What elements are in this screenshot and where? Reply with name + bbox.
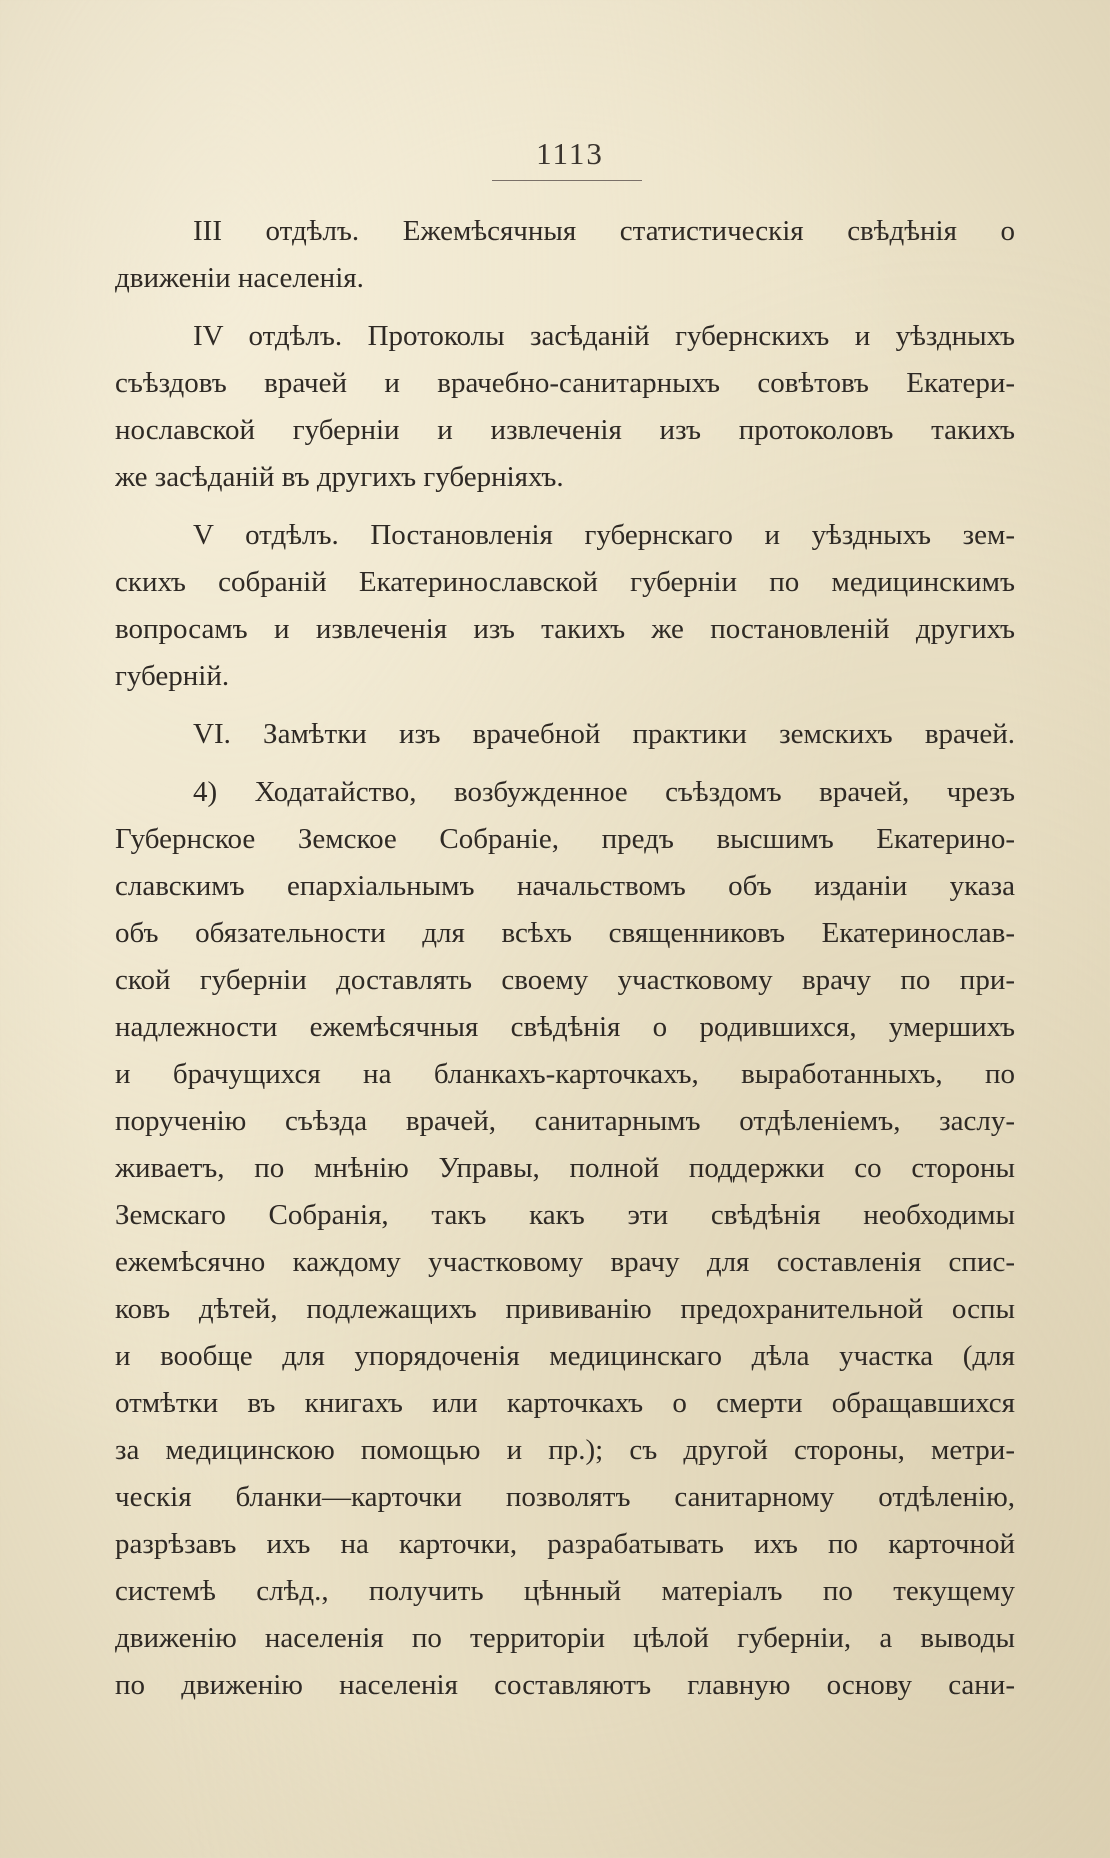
page-number: 1113 bbox=[536, 136, 604, 171]
text-line: ковъ дѣтей, подлежащихъ прививанію предохранительной оспы bbox=[115, 1293, 1015, 1325]
text-line: же засѣданій въ другихъ губерніяхъ. bbox=[115, 461, 564, 493]
text-line: надлежности ежемѣсячныя свѣдѣнія о родившихся, умершихъ bbox=[115, 1011, 1015, 1043]
text-line: вопросамъ и извлеченія изъ такихъ же постановленій другихъ bbox=[115, 613, 1015, 645]
text-line: и вообще для упорядоченія медицинскаго дѣла участка (для bbox=[115, 1340, 1015, 1372]
text-line: ской губерніи доставлять своему участковому врачу по при- bbox=[115, 964, 1015, 996]
text-line: славскимъ епархіальнымъ начальствомъ объ изданіи указа bbox=[115, 870, 1015, 902]
text-line: 4) Ходатайство, возбужденное съѣздомъ врачей, чрезъ bbox=[193, 776, 1015, 808]
text-line: ежемѣсячно каждому участковому врачу для составленія спис- bbox=[115, 1246, 1015, 1278]
text-line: скихъ собраній Екатеринославской губерніи по медицинскимъ bbox=[115, 566, 1015, 598]
paragraph-section-5 bbox=[115, 512, 1015, 700]
text-line: отмѣтки въ книгахъ или карточкахъ о смерти обращавшихся bbox=[115, 1387, 1015, 1419]
text-line: по движенію населенія составляютъ главную основу сани- bbox=[115, 1669, 1015, 1701]
text-line: живаетъ, по мнѣнію Управы, полной поддержки со стороны bbox=[115, 1152, 1015, 1184]
text-line: IV отдѣлъ. Протоколы засѣданій губернскихъ и уѣздныхъ bbox=[193, 320, 1015, 352]
text-line: Губернское Земское Собраніе, предъ высшимъ Екатерино- bbox=[115, 823, 1015, 855]
text-line: ческія бланки—карточки позволятъ санитарному отдѣленію, bbox=[115, 1481, 1015, 1513]
text-line: нославской губерніи и извлеченія изъ протоколовъ такихъ bbox=[115, 414, 1015, 446]
page-number-rule bbox=[492, 180, 642, 181]
text-line: разрѣзавъ ихъ на карточки, разрабатывать ихъ по карточной bbox=[115, 1528, 1015, 1560]
text-line: Земскаго Собранія, такъ какъ эти свѣдѣнія необходимы bbox=[115, 1199, 1015, 1231]
text-line: движенію населенія по территоріи цѣлой губерніи, а выводы bbox=[115, 1622, 1015, 1654]
text-line: съѣздовъ врачей и врачебно-санитарныхъ совѣтовъ Екатери- bbox=[115, 367, 1015, 399]
paragraph-item-4 bbox=[115, 769, 1015, 1709]
text-line: объ обязательности для всѣхъ священниковъ Екатеринослав- bbox=[115, 917, 1015, 949]
text-line: системѣ слѣд., получить цѣнный матеріалъ по текущему bbox=[115, 1575, 1015, 1607]
text-line: и брачущихся на бланкахъ-карточкахъ, выработанныхъ, по bbox=[115, 1058, 1015, 1090]
text-line: VI. Замѣтки изъ врачебной практики земскихъ врачей. bbox=[193, 718, 1015, 750]
text-line: порученію съѣзда врачей, санитарнымъ отдѣленіемъ, заслу- bbox=[115, 1105, 1015, 1137]
paragraph-section-3 bbox=[115, 208, 1015, 302]
text-line: за медицинскою помощью и пр.); съ другой стороны, метри- bbox=[115, 1434, 1015, 1466]
paragraph-section-6 bbox=[115, 711, 1015, 758]
body-text bbox=[115, 208, 1015, 1720]
text-line: движеніи населенія. bbox=[115, 262, 364, 294]
text-line: V отдѣлъ. Постановленія губернскаго и уѣздныхъ зем- bbox=[193, 519, 1015, 551]
paragraph-section-4 bbox=[115, 313, 1015, 501]
text-line: III отдѣлъ. Ежемѣсячныя статистическія свѣдѣнія о bbox=[193, 215, 1015, 247]
text-line: губерній. bbox=[115, 660, 230, 692]
